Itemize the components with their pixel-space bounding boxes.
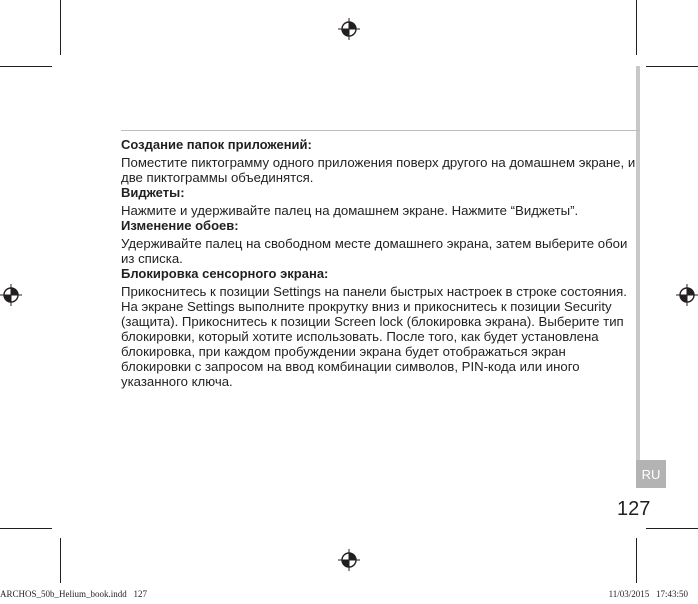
- section-heading: Блокировка сенсорного экрана:: [121, 266, 329, 281]
- registration-mark-icon: [338, 18, 360, 40]
- section-app-folders: [121, 137, 636, 185]
- section-body: Нажмите и удерживайте палец на домашнем экране. Нажмите “Виджеты”.: [121, 203, 579, 218]
- side-bar: [636, 66, 640, 464]
- language-tab: [636, 460, 666, 488]
- crop-mark: [636, 0, 637, 55]
- slug-filename: ARCHOS_50b_Helium_book.indd 127: [0, 589, 148, 599]
- section-rule: [121, 130, 640, 131]
- page-content: [121, 137, 636, 389]
- section-widgets: [121, 185, 636, 218]
- section-wallpaper: [121, 218, 636, 266]
- section-heading: Изменение обоев:: [121, 218, 239, 233]
- crop-mark: [636, 538, 637, 583]
- registration-mark-icon: [676, 284, 698, 306]
- crop-mark: [646, 66, 698, 67]
- page-number: 127: [617, 498, 651, 520]
- registration-mark-icon: [338, 549, 360, 571]
- section-screen-lock: [121, 266, 636, 389]
- section-body: Прикоснитесь к позиции Settings на панели быстрых настроек в строке состояния. На экране Settings выполните прокрутку вниз и прикоснитесь к позиции Security (защита). Прикоснитесь к позиции Screen lock (блокировка экрана). Выберите тип блокировки, который хотите использовать. После того, как будет установлена блокировка, при каждом пробуждении экрана будет отображаться экран блокировки с запросом на ввод комбинации символов, PIN-кода или иного указанного ключа.: [121, 284, 627, 389]
- crop-mark: [0, 66, 52, 67]
- crop-mark: [0, 528, 52, 529]
- crop-mark: [646, 528, 698, 529]
- slug-datetime: 11/03/2015 17:43:50: [608, 589, 688, 599]
- section-body: Поместите пиктограмму одного приложения поверх другого на домашнем экране, и две пиктограммы объединятся.: [121, 155, 636, 185]
- section-heading: Виджеты:: [121, 185, 185, 200]
- registration-mark-icon: [0, 284, 22, 306]
- language-tab-label: RU: [641, 466, 661, 482]
- section-body: Удерживайте палец на свободном месте домашнего экрана, затем выберите обои из списка.: [121, 236, 628, 266]
- section-heading: Создание папок приложений:: [121, 137, 312, 152]
- crop-mark: [60, 0, 61, 55]
- crop-mark: [60, 538, 61, 583]
